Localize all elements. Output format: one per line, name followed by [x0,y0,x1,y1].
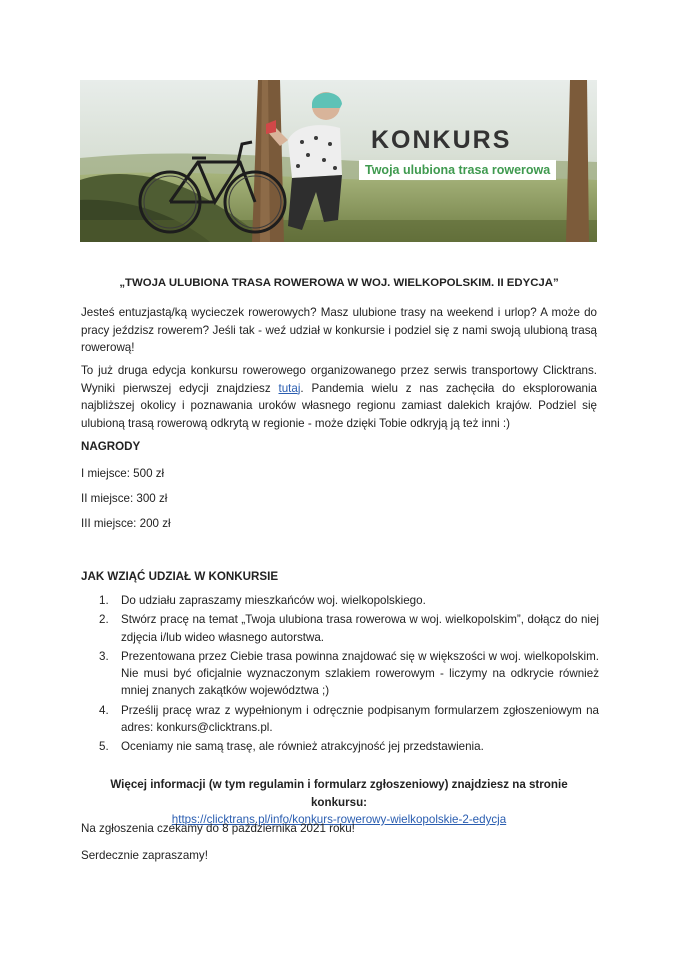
prize-item-3: III miejsce: 200 zł [81,517,171,530]
step-number: 5. [99,740,109,754]
contest-url-link[interactable]: https://clicktrans.pl/info/konkurs-rowerowy-wielkopolskie-2-edycja [171,813,507,826]
more-info-text: Więcej informacji (w tym regulamin i formularz zgłoszeniowy) znajdziesz na stronie konkursu: [110,778,568,809]
step-text: Oceniamy nie samą trasę, ale również atrakcyjność jej przedstawienia. [121,740,484,754]
paragraph-text-after: . Pandemia wielu z nas zachęciła do eksplorowania najbliższej okolicy i poznawania uroków własnego regionu zamiast dalekich krajów. Podziel się ulubioną trasą rowerową odkrytą w regionie - może dzięki Tobie odkryją ją też inni :) [81,381,597,430]
step-item [99,738,599,755]
deadline-text: Na zgłoszenia czekamy do 8 października 2021 roku! [81,822,355,835]
edition-paragraph [81,362,597,432]
how-heading: JAK WZIĄĆ UDZIAŁ W KONKURSIE [81,570,279,583]
step-item [99,702,599,737]
step-number: 4. [99,703,109,717]
step-number: 3. [99,649,109,663]
step-item [99,592,599,609]
step-text: Prześlij pracę wraz z wypełnionym i odręcznie podpisanym formularzem zgłoszeniowym na adres: konkurs@clicktrans.pl. [121,703,599,735]
step-item [99,648,599,700]
steps-list [99,592,599,758]
step-number: 2. [99,613,109,627]
banner-subtitle: Twoja ulubiona trasa rowerowa [359,160,556,180]
step-number: 1. [99,594,109,607]
prize-item-2: II miejsce: 300 zł [81,492,168,505]
banner-title: KONKURS [371,126,512,154]
paragraph-text-before: To już druga edycja konkursu rowerowego organizowanego przez serwis transportowy Clicktrans. Wyniki pierwszej edycji znajdziesz [81,364,597,395]
intro-block [81,304,597,357]
banner-image [80,80,597,242]
document-heading: „TWOJA ULUBIONA TRASA ROWEROWA W WOJ. WIELKOPOLSKIM. II EDYCJA” [119,277,559,289]
step-text: Stwórz pracę na temat „Twoja ulubiona trasa rowerowa w woj. wielkopolskim”, dołącz do niej zdjęcia i/lub wideo własnego autorstwa. [121,613,599,644]
results-link[interactable]: tutaj [278,381,301,395]
closing-text: Serdecznie zapraszamy! [81,849,208,862]
prizes-heading: NAGRODY [81,440,141,453]
step-item [99,611,599,646]
prize-item-1: I miejsce: 500 zł [81,467,165,480]
intro-paragraph: Jesteś entuzjastą/ką wycieczek rowerowych? Masz ulubione trasy na weekend i urlop? A może do pracy jeździsz rowerem? Jeśli tak - weź udział w konkursie i podziel się z nami swoją ulubioną trasą rowerową! [81,306,597,354]
step-text: Do udziału zapraszamy mieszkańców woj. wielkopolskiego. [121,594,426,607]
second-block [81,362,597,432]
step-text: Prezentowana przez Ciebie trasa powinna znajdować się w większości w woj. wielkopolskim. Nie musi być oficjalnie wyznaczonym szlakiem rowerowym - liczymy na odkrycie również mniej znanych zakątków województwa ;) [121,649,599,698]
